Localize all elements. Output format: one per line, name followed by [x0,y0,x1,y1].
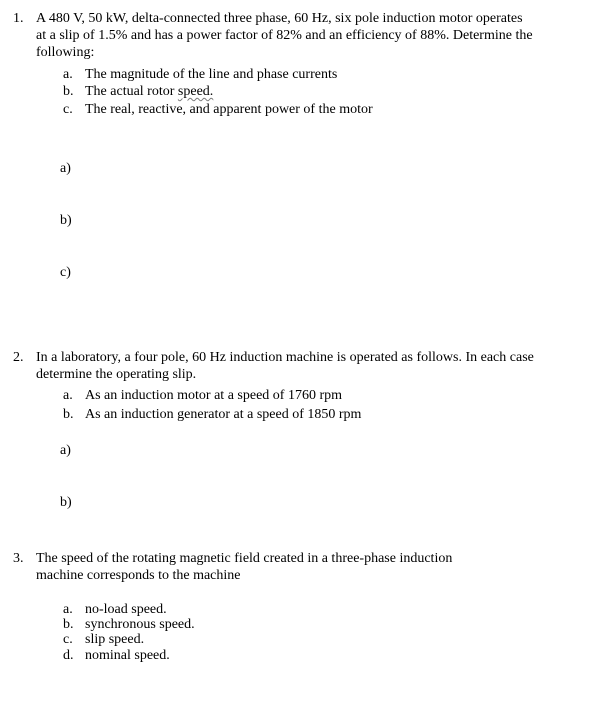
option-item [63,602,167,617]
answer-label-c: c) [60,265,71,280]
option-text: no-load speed. [85,602,167,617]
option-letter: b. [63,407,74,422]
question-number: 3. [13,551,24,566]
option-text: synchronous speed. [85,617,195,632]
option-letter: d. [63,648,74,663]
option-item [63,632,144,647]
question-text: In a laboratory, a four pole, 60 Hz induction machine is operated as follows. In each case determine the operating slip. [36,350,534,382]
option-letter: a. [63,388,73,403]
question-number: 1. [13,11,24,26]
option-text: The magnitude of the line and phase currents [85,67,338,82]
option-letter: a. [63,67,73,82]
option-letter: a. [63,602,73,617]
answer-label-b: b) [60,495,72,510]
option-text: As an induction motor at a speed of 1760 rpm [85,388,343,403]
answer-label-a: a) [60,443,71,458]
option-text: The real, reactive, and apparent power of the motor [85,102,373,117]
option-letter: c. [63,102,73,117]
spellcheck-marked-word: speed. [177,84,214,99]
option-item [63,406,361,423]
option-text: slip speed. [85,632,145,647]
question-text: A 480 V, 50 kW, delta-connected three phase, 60 Hz, six pole induction motor operates at a slip of 1.5% and has a power factor of 82% and an efficiency of 88%. Determine the following: [36,11,533,60]
question-2 [13,349,603,383]
option-item [63,101,373,118]
answer-label-a: a) [60,161,71,176]
option-text: The actual rotor [85,84,178,99]
option-text: nominal speed. [85,648,170,663]
option-letter: c. [63,632,73,647]
question-text: The speed of the rotating magnetic field created in a three-phase induction machine corresponds to the machine [36,551,453,583]
option-item [63,387,342,404]
answer-label-b: b) [60,213,72,228]
option-letter: b. [63,617,74,632]
option-item [63,648,170,663]
question-number: 2. [13,350,24,365]
option-item [63,66,337,83]
option-item [63,617,195,632]
option-text: As an induction generator at a speed of 1850 rpm [85,407,362,422]
question-3 [13,550,603,584]
option-letter: b. [63,84,74,99]
option-item [63,83,213,100]
question-1 [13,10,603,61]
